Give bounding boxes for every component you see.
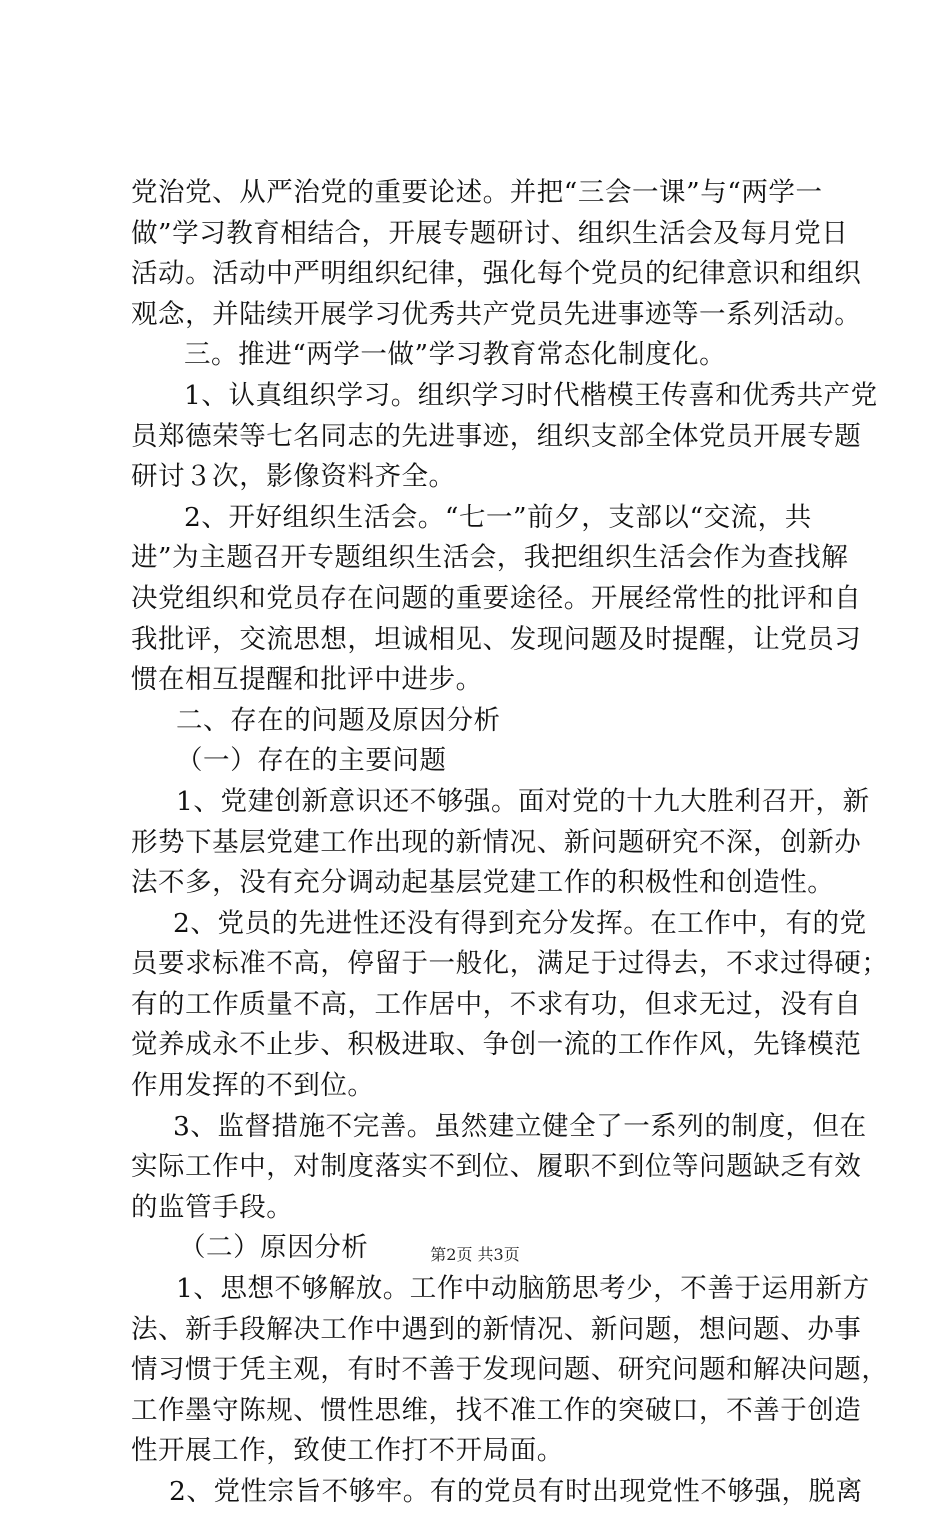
section-heading: 二、存在的问题及原因分析 <box>176 704 501 736</box>
text-line: 性开展工作，致使工作打不开局面。 <box>131 1435 564 1467</box>
text-line: 3、监督措施不完善。虽然建立健全了一系列的制度，但在 <box>173 1110 867 1142</box>
text-line: 实际工作中，对制度落实不到位、履职不到位等问题缺乏有效 <box>131 1151 862 1183</box>
text-line: 观念，并陆续开展学习优秀共产党员先进事迹等一系列活动。 <box>131 298 862 330</box>
page-footer: 第2页 共3页 <box>430 1245 520 1264</box>
text-line: 法、新手段解决工作中遇到的新情况、新问题，想问题、办事 <box>131 1313 862 1345</box>
subsection-heading: （二）原因分析 <box>179 1232 369 1264</box>
text-line: 2、党性宗旨不够牢。有的党员有时出现党性不够强，脱离 <box>169 1476 863 1507</box>
text-line: 惯在相互提醒和批评中进步。 <box>131 664 483 696</box>
text-line: 活动。活动中严明组织纪律，强化每个党员的纪律意识和组织 <box>131 258 862 290</box>
text-line: 2、党员的先进性还没有得到充分发挥。在工作中，有的党 <box>173 907 867 939</box>
text-line: 进”为主题召开专题组织生活会，我把组织生活会作为查找解 <box>131 542 849 574</box>
text-line: 员要求标准不高，停留于一般化，满足于过得去，不求过得硬； <box>131 948 889 980</box>
section-heading: 三。推进“两学一做”学习教育常态化制度化。 <box>184 339 727 371</box>
text-line: 1、党建创新意识还不够强。面对党的十九大胜利召开，新 <box>176 785 870 817</box>
text-line: 情习惯于凭主观，有时不善于发现问题、研究问题和解决问题， <box>131 1354 889 1386</box>
text-line: 形势下基层党建工作出现的新情况、新问题研究不深，创新办 <box>131 826 862 858</box>
text-line: 研讨３次，影像资料齐全。 <box>131 461 456 493</box>
text-line: 的监管手段。 <box>131 1191 294 1223</box>
text-line: 觉养成永不止步、积极进取、争创一流的工作作风，先锋模范 <box>131 1029 862 1061</box>
document-body <box>131 173 889 1513</box>
text-line: 党治党、从严治党的重要论述。并把“三会一课”与“两学一 <box>131 177 823 208</box>
text-line: 作用发挥的不到位。 <box>131 1070 375 1102</box>
text-line: 法不多，没有充分调动起基层党建工作的积极性和创造性。 <box>131 867 835 899</box>
text-line: 1、思想不够解放。工作中动脑筋思考少，不善于运用新方 <box>176 1273 870 1305</box>
text-line: 有的工作质量不高，工作居中，不求有功，但求无过，没有自 <box>131 988 862 1020</box>
text-line: 1、认真组织学习。组织学习时代楷模王传喜和优秀共产党 <box>184 379 878 411</box>
text-line: 工作墨守陈规、惯性思维，找不准工作的突破口，不善于创造 <box>131 1394 862 1426</box>
subsection-heading: （一）存在的主要问题 <box>176 745 447 777</box>
text-line: 我批评，交流思想，坦诚相见、发现问题及时提醒，让党员习 <box>131 623 862 655</box>
text-line: 员郑德荣等七名同志的先进事迹，组织支部全体党员开展专题 <box>131 420 862 452</box>
text-line: 决党组织和党员存在问题的重要途径。开展经常性的批评和自 <box>131 582 862 614</box>
text-line: 做”学习教育相结合，开展专题研讨、组织生活会及每月党日 <box>131 217 849 249</box>
text-line: 2、开好组织生活会。“七一”前夕，支部以“交流，共 <box>184 501 812 533</box>
